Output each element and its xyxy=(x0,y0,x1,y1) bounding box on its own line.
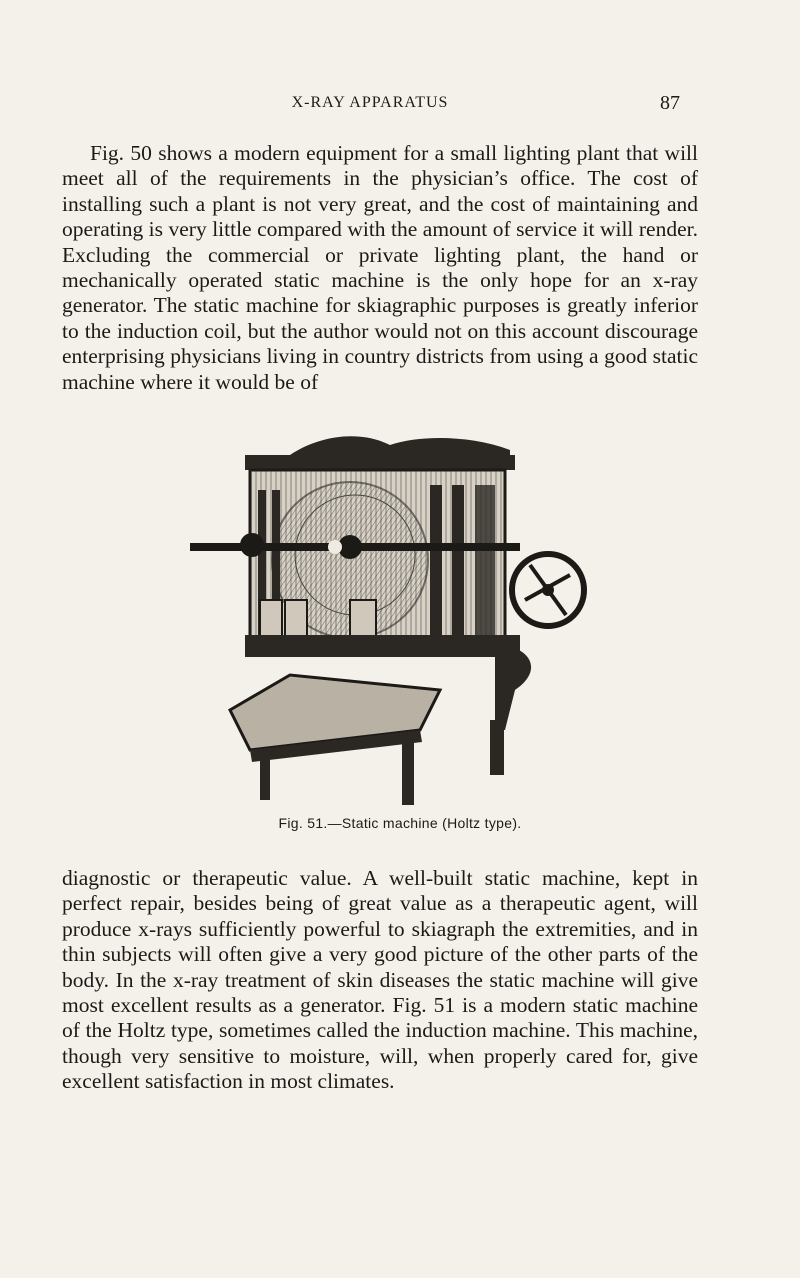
page-number: 87 xyxy=(660,92,680,114)
running-head: X-RAY APPARATUS xyxy=(291,94,449,111)
body-paragraph-top: Fig. 50 shows a modern equipment for a small lighting plant that will meet all of the requirements in the physician’s office. The cost of installing such a plant is not very great, and the cost of maintaining and operating is very little compared with the amount of service it will render. Excluding the commercial or private lighting plant, the hand or mechanically operated static machine is the only hope for an x-ray generator. The static machine for skiagraphic purposes is greatly inferior to the induction coil, but the author would not on this account discourage enterprising physicians living in country districts from using a good static machine where it would be of xyxy=(62,141,698,394)
figure-caption: Fig. 51.—Static machine (Holtz type). xyxy=(278,815,522,831)
page-header xyxy=(60,94,680,120)
static-machine-illustration xyxy=(190,430,610,810)
body-paragraph-bottom: diagnostic or therapeutic value. A well-built static machine, kept in perfect repair, besides being of great value as a therapeutic agent, will produce x-rays sufficiently powerful to skiagraph the extremities, and in thin subjects will often give a very good picture of the other parts of the body. In the x-ray treatment of skin diseases the static machine will give most excellent results as a generator. Fig. 51 is a modern static machine of the Holtz type, sometimes called the induction machine. This machine, though very sensitive to moisture, will, when properly cared for, give excellent satisfaction in most climates. xyxy=(62,866,698,1094)
